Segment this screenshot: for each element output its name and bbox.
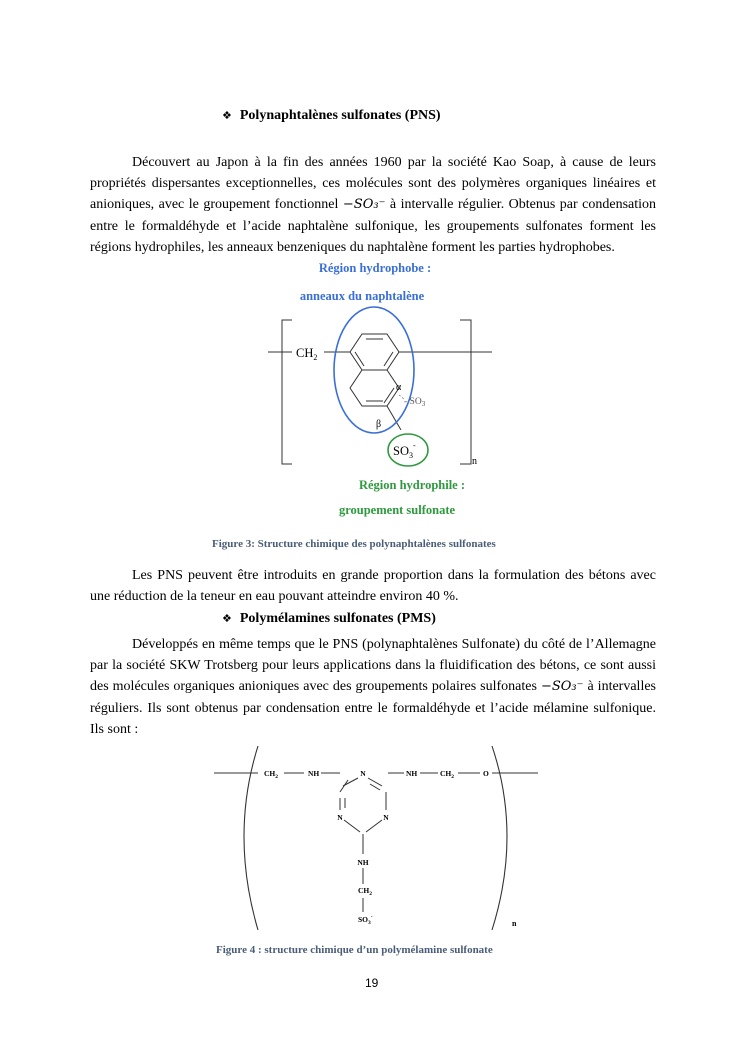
ch2-bottom-label: $CH_2$ [358,886,372,897]
paragraph-pns-intro: Découvert au Japon à la fin des années 1960 par la société Kao Soap, à cause de leurs propriétés dispersantes exceptionnelles, ces molécules sont des polymères organiques linéaires et anioniques, avec le groupement fonctionnel −SO₃⁻ à intervalle régulier. Obtenus par condensation entre le formaldéhyde et l’acide naphtalène sulfonique, les groupements sulfonates forment les régions hydrophiles, les anneaux benzeniques du naphtalène forment les parties hydrophobes. [90,155,657,255]
nh-bottom-label: NH [357,858,369,867]
parenthesis-right [492,746,507,930]
label-hydrophobe-line1: Région hydrophobe : [318,261,432,275]
diamond-bullet-icon: ❖ [222,109,232,122]
section-heading-pms [222,611,436,627]
parenthesis-left [244,746,258,930]
figure-4-pms-structure [200,740,550,940]
paragraph-pns-water-reduction: Les PNS peuvent être introduits en grande proportion dans la formulation des bétons avec une réduction de la teneur en eau pouvant atteindre environ 40 %. [90,568,656,605]
label-hydrophile-line2: groupement sulfonate [338,503,456,517]
triazine-ring [340,773,386,821]
ch2-right-label: $CH_2$ [440,769,454,780]
so3-bottom-label: $SO_3^-$ [358,914,373,926]
alpha-label: α [396,382,402,393]
bracket-right [460,320,471,464]
label-hydrophobe-line2: anneaux du naphtalène [299,289,425,303]
n-top-label: N [360,769,366,778]
nh-right-label: NH [406,769,418,778]
n-left-label: N [337,813,343,822]
alt-so3-label: - $SO_3$ [404,397,426,408]
paragraph-pms-intro: Développés en même temps que le PNS (polynaphtalènes Sulfonate) du côté de l’Allemagne par la société SKW Trotsberg pour leurs applications dans la fluidification des bétons, ce sont aussi des molécules organiques anioniques avec des groupements polaires sulfonates −SO₃⁻ à intervalles réguliers. Ils sont obtenus par condensation entre le formaldéhyde et l’acide mélamine sulfonique. Ils sont : [90,637,656,737]
page-number: 19 [365,976,379,990]
beta-label: β [376,419,382,430]
figure-3-pns-structure [260,255,510,525]
ch2-left-label: $CH_2$ [264,769,278,780]
figure-3-caption: Figure 3: Structure chimique des polynaphtalènes sulfonates [212,538,496,550]
n-right-label: N [383,813,389,822]
repeat-index-n: n [512,919,517,928]
nh-left-label: NH [308,769,320,778]
bracket-left [282,320,292,464]
section-heading-pms-text: Polymélamines sulfonates (PMS) [239,611,436,626]
ch2-label: $CH_2$ [296,346,318,362]
so3-group-label: $SO_3^-$ [393,441,416,460]
sulfonate-formula: −SO₃⁻ [342,197,386,213]
figure-4-caption: Figure 4 : structure chimique d’un polymélamine sulfonate [216,944,493,956]
diamond-bullet-icon: ❖ [222,612,232,625]
label-hydrophile-line1: Région hydrophile : [358,478,466,492]
oxygen-label: O [483,769,489,778]
repeat-index-n: n [472,456,477,467]
section-heading-pns [222,108,441,124]
section-heading-pns-text: Polynaphtalènes sulfonates (PNS) [239,108,441,123]
sulfonate-formula: −SO₃⁻ [540,679,584,695]
